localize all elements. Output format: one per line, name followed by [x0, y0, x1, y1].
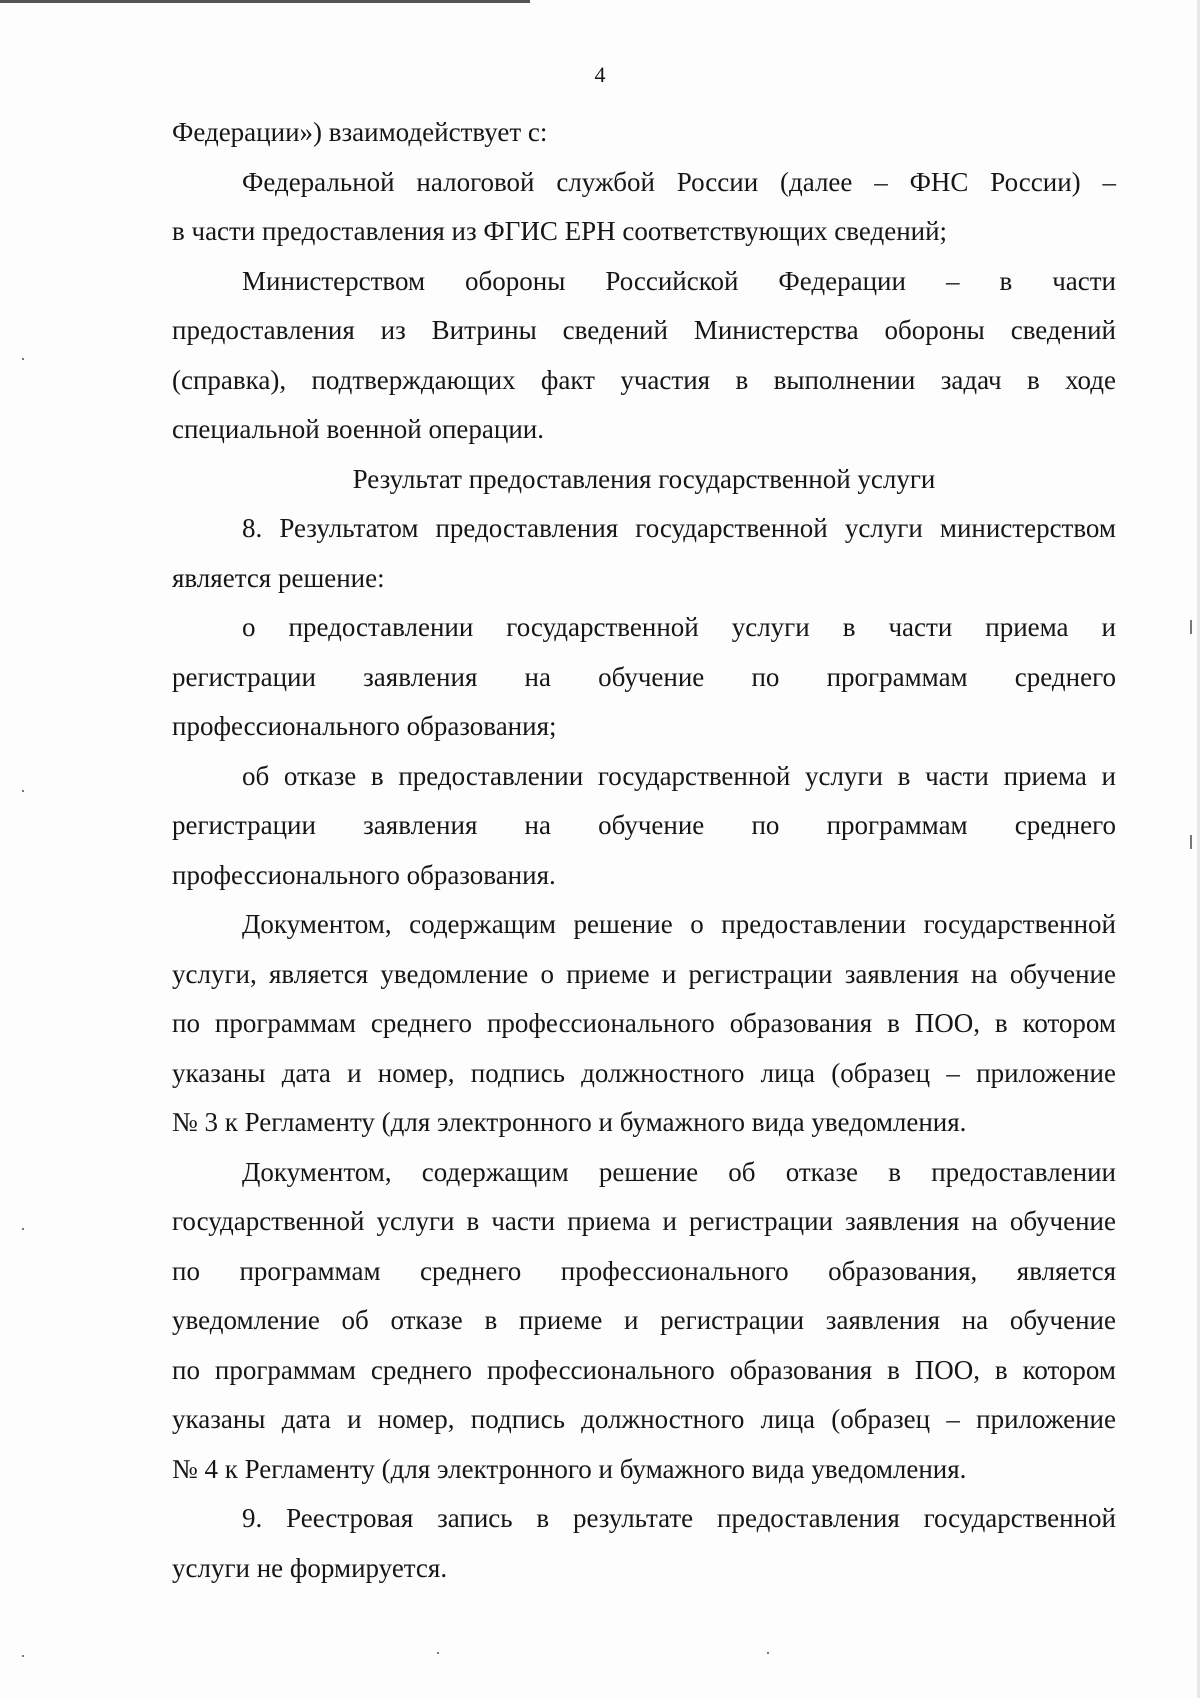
text-line: по программам среднего профессионального образования в ПОО, в котором — [172, 1354, 1116, 1385]
text-line: указаны дата и номер, подпись должностного лица (образец – приложение — [172, 1404, 1116, 1434]
text-line: регистрации заявления на обучение по программам среднего — [172, 810, 1116, 840]
text-line: специальной военной операции. — [172, 414, 544, 444]
scan-speck — [22, 1228, 24, 1230]
text-line: услуги не формируется. — [172, 1552, 448, 1583]
text-line: (справка), подтверждающих факт участия в выполнении задач в ходе — [172, 364, 1116, 395]
text-line: является решение: — [172, 562, 385, 593]
document-body — [172, 108, 1116, 1593]
scan-speck — [22, 1655, 24, 1657]
scan-speck — [22, 358, 24, 360]
text-line: 9. Реестровая запись в результате предоставления государственной — [242, 1503, 1116, 1533]
scan-speck — [1190, 620, 1192, 634]
text-line: о предоставлении государственной услуги в части приема и — [242, 612, 1116, 642]
text-line: об отказе в предоставлении государственной услуги в части приема и — [242, 760, 1116, 791]
text-line: 8. Результатом предоставления государственной услуги министерством — [242, 513, 1116, 543]
text-line: в части предоставления из ФГИС ЕРН соответствующих сведений; — [172, 216, 948, 246]
text-line: указаны дата и номер, подпись должностного лица (образец – приложение — [172, 1057, 1116, 1088]
text-line: Федеральной налоговой службой России (далее – ФНС России) – — [242, 166, 1116, 197]
text-line: Документом, содержащим решение об отказе в предоставлении — [242, 1156, 1116, 1187]
text-line: Министерством обороны Российской Федерации – в части — [242, 265, 1116, 296]
text-line: № 3 к Регламенту (для электронного и бумажного вида уведомления. — [172, 1107, 967, 1137]
text-line: услуги, является уведомление о приеме и регистрации заявления на обучение — [172, 958, 1116, 989]
text-line: государственной услуги в части приема и регистрации заявления на обучение — [172, 1206, 1116, 1236]
text-line: уведомление об отказе в приеме и регистрации заявления на обучение — [172, 1305, 1116, 1335]
section-heading: Результат предоставления государственной услуги — [352, 463, 936, 494]
text-line: профессионального образования. — [172, 859, 556, 890]
scan-speck — [437, 1652, 439, 1654]
text-line: предоставления из Витрины сведений Министерства обороны сведений — [172, 315, 1116, 345]
text-line: № 4 к Регламенту (для электронного и бумажного вида уведомления. — [172, 1453, 967, 1484]
text-line: регистрации заявления на обучение по программам среднего — [172, 661, 1116, 692]
scan-speck — [22, 790, 24, 792]
text-line: по программам среднего профессионального образования в ПОО, в котором — [172, 1008, 1116, 1038]
text-line: Федерации») взаимодействует с: — [172, 117, 548, 147]
scan-speck — [1190, 835, 1192, 849]
text-line: Документом, содержащим решение о предоставлении государственной — [242, 909, 1116, 939]
scan-top-edge-line — [0, 0, 530, 3]
page-number: 4 — [594, 62, 606, 87]
scan-speck — [767, 1652, 769, 1654]
text-line: по программам среднего профессионального образования, является — [172, 1255, 1116, 1286]
text-line: профессионального образования; — [172, 711, 557, 741]
